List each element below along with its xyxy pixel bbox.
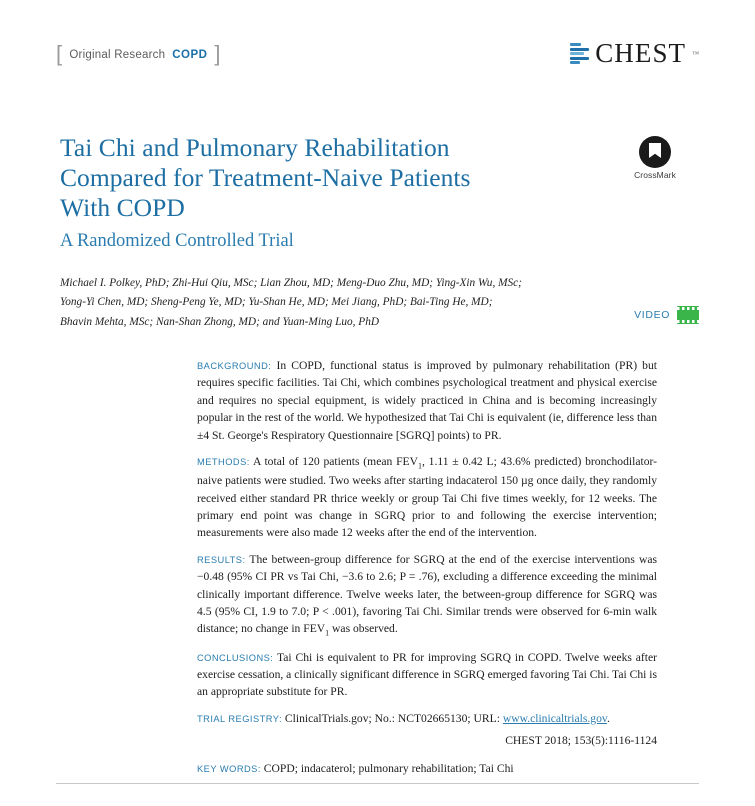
trial-registry-url[interactable]: www.clinicaltrials.gov [502,711,607,725]
trial-registry-label: TRIAL REGISTRY: [197,713,282,724]
trial-registry-text: ClinicalTrials.gov; No.: NCT02665130; URL: [282,711,503,725]
author-line-1: Michael I. Polkey, PhD; Zhi-Hui Qiu, MSc; Lian Zhou, MD; Meng-Duo Zhu, MD; Ying-Xin Wu, MSc; [60,277,522,289]
chest-bars-icon [570,43,589,64]
video-link[interactable] [634,306,699,324]
footer-divider [56,783,699,784]
results-text-b: was observed. [329,622,398,636]
methods-text-b: , 1.11 ± 0.42 L; 43.6% predicted) bronchodilator-naive patients were studied. Two weeks after starting indacaterol 150 µg once daily, they randomly received either standard PR thrice weekly or group Tai Chi five times weekly, for 12 weeks. The primary end point was change in SGRQ prior to and following the exercise intervention; measurements were also made 12 weeks after the end of the intervention. [197,454,657,540]
author-line-3: Bhavin Mehta, MSc; Nan-Shan Zhong, MD; and Yuan-Ming Luo, PhD [60,315,380,328]
keywords-section [197,760,657,777]
crossmark-icon [639,136,671,168]
page-header [56,38,699,84]
abstract-methods [197,453,657,542]
title-line-3: With COPD [60,193,185,223]
page-title [60,133,580,223]
trial-registry-end: . [606,711,610,725]
title-line-1: Tai Chi and Pulmonary Rehabilitation [60,133,450,162]
abstract-background [197,357,657,444]
conclusions-text: Tai Chi is equivalent to PR for improving SGRQ in COPD. Twelve weeks after exercise cessation, a clinically significant difference in SGRQ emerged favoring Tai Chi. Tai Chi is an appropriate substitute for PR. [197,650,657,699]
crossmark-label: CrossMark [634,170,676,180]
chest-journal-logo [570,40,699,67]
abstract-results [197,551,657,640]
citation-line: CHEST 2018; 153(5):1116-1124 [505,734,657,748]
article-category-tag [56,41,221,66]
conclusions-label: CONCLUSIONS: [197,652,274,663]
background-label: BACKGROUND: [197,361,272,371]
author-list [60,274,590,332]
title-block [60,133,580,252]
abstract-trial-registry [197,710,657,727]
category-topic: COPD [172,49,208,61]
author-line-2: Yong-Yi Chen, MD; Sheng-Peng Ye, MD; Yu-Shan He, MD; Mei Jiang, PhD; Bai-Ting He, MD; [60,296,493,309]
results-label: RESULTS: [197,554,246,565]
methods-subscript: 1 [417,461,422,471]
crossmark-badge[interactable] [611,136,699,180]
trademark-symbol: ™ [692,49,699,58]
abstract-section [197,357,657,786]
chest-wordmark: CHEST [595,38,687,68]
methods-label: METHODS: [197,456,250,467]
video-label: VIDEO [634,309,670,321]
page-subtitle: A Randomized Controlled Trial [60,231,294,252]
keywords-text: COPD; indacaterol; pulmonary rehabilitation; Tai Chi [260,761,514,775]
bracket-close: ] [214,41,221,66]
category-label: Original Research [69,49,166,61]
results-subscript: 1 [325,628,330,638]
background-text: In COPD, functional status is improved by pulmonary rehabilitation (PR) but requires specific facilities. Tai Chi, which combines psychological treatment and physical exercise and requires no special equipment, is widely practiced in China and is becoming increasingly popular in the rest of the world. We hypothesized that Tai Chi is equivalent (ie, difference less than ±4 St. George's Respiratory Questionnaire [SGRQ] points) to PR. [197,359,657,442]
abstract-conclusions [197,649,657,701]
methods-text-a: A total of 120 patients (mean FEV [249,454,418,468]
keywords-label: KEY WORDS: [197,763,261,774]
film-strip-icon[interactable] [677,306,699,324]
results-text-a: The between-group difference for SGRQ at the end of the exercise interventions was −0.48 (95% CI PR vs Tai Chi, −3.6 to 2.6; P = .76), excluding a difference exceeding the minimal clinically important difference. Twelve weeks later, the between-group difference for SGRQ was 4.5 (95% CI, 1.9 to 7.0; P < .001), favoring Tai Chi. Similar trends were observed for 6-min walk distance; no change in FEV [197,552,657,636]
title-line-2: Compared for Treatment-Naive Patients [60,163,471,193]
bracket-open: [ [56,41,63,66]
